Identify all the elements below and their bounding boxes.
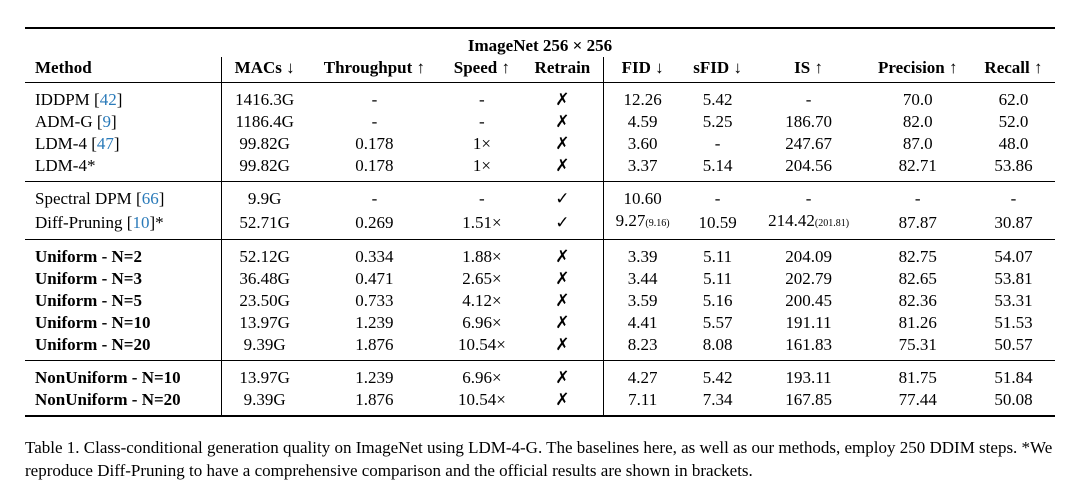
precision-value: 82.71	[898, 156, 937, 175]
cell-precision	[864, 83, 972, 111]
cell-throughput	[307, 210, 441, 240]
sfid-value: 5.14	[702, 156, 733, 175]
method-name: LDM-4*	[35, 156, 96, 175]
cell-method	[25, 361, 222, 389]
table-row	[25, 312, 1055, 334]
cell-retrain	[522, 111, 603, 133]
cell-speed	[441, 334, 522, 361]
recall-value: 53.31	[994, 291, 1033, 310]
recall-value: 52.0	[998, 112, 1029, 131]
cell-fid	[603, 111, 682, 133]
cell-recall	[972, 210, 1055, 240]
cell-recall	[972, 83, 1055, 111]
citation-link[interactable]: 42	[99, 90, 117, 109]
speed-value: 10.54×	[457, 390, 506, 409]
cell-retrain	[522, 182, 603, 210]
method-name: Uniform - N=2	[35, 247, 142, 266]
cell-throughput	[307, 361, 441, 389]
retrain-value: ✗	[555, 269, 570, 288]
cell-precision	[864, 240, 972, 268]
sfid-value: 5.57	[702, 313, 733, 332]
is-value: 186.70	[785, 112, 832, 131]
is-value: 247.67	[785, 134, 832, 153]
cell-fid	[603, 83, 682, 111]
cell-macs	[222, 334, 308, 361]
cell-sfid	[682, 155, 754, 182]
sfid-value: 5.11	[703, 269, 733, 288]
fid-value: 8.23	[627, 335, 658, 354]
fid-value: 7.11	[628, 390, 658, 409]
fid-official-value: (9.16)	[645, 218, 670, 229]
cell-is	[754, 240, 864, 268]
cell-macs	[222, 389, 308, 416]
speed-value: 6.96×	[462, 368, 502, 387]
throughput-value: 1.239	[355, 368, 394, 387]
sfid-value: 5.42	[702, 90, 733, 109]
cell-throughput	[307, 290, 441, 312]
cell-is	[754, 111, 864, 133]
cell-macs	[222, 361, 308, 389]
precision-value: 82.36	[898, 291, 937, 310]
cell-fid	[603, 155, 682, 182]
cell-is	[754, 290, 864, 312]
precision-value: 82.65	[898, 269, 937, 288]
recall-value: 50.57	[994, 335, 1033, 354]
dataset-title: ImageNet 256 × 256	[467, 36, 613, 55]
method-name: Uniform - N=10	[35, 313, 151, 332]
cell-is	[754, 361, 864, 389]
precision-value: 87.87	[898, 212, 937, 232]
throughput-value: -	[371, 90, 378, 109]
retrain-value: ✗	[555, 390, 570, 409]
speed-value: 1×	[472, 156, 491, 175]
retrain-value: ✗	[555, 112, 570, 131]
cell-precision	[864, 210, 972, 240]
cell-retrain	[522, 312, 603, 334]
macs-value: 36.48G	[239, 269, 290, 288]
throughput-value: -	[371, 112, 378, 131]
header-retrain: Retrain	[522, 57, 603, 83]
cell-sfid	[682, 334, 754, 361]
cell-throughput	[307, 312, 441, 334]
table-row	[25, 268, 1055, 290]
macs-value: 52.12G	[239, 247, 290, 266]
speed-value: 1×	[472, 134, 491, 153]
fid-value: 9.27	[615, 211, 646, 230]
recall-value: -	[1010, 189, 1017, 208]
retrain-value: ✗	[555, 247, 570, 266]
cell-retrain	[522, 210, 603, 240]
cell-speed	[441, 290, 522, 312]
is-value: 193.11	[785, 368, 832, 387]
sfid-value: 5.25	[702, 112, 733, 131]
method-name: Spectral DPM	[35, 189, 132, 208]
sfid-value: 5.42	[702, 368, 733, 387]
cell-method	[25, 268, 222, 290]
cell-macs	[222, 290, 308, 312]
cell-sfid	[682, 111, 754, 133]
cell-throughput	[307, 389, 441, 416]
cell-throughput	[307, 268, 441, 290]
method-suffix: *	[155, 212, 164, 232]
cell-macs	[222, 312, 308, 334]
cell-fid	[603, 240, 682, 268]
table-caption: Table 1. Class-conditional generation quality on ImageNet using LDM-4-G. The baselines here, as well as our methods, employ 250 DDIM steps. *We reproduce Diff-Pruning to have a comprehensive comparison and the official results are shown in brackets.	[25, 438, 1053, 480]
cell-precision	[864, 290, 972, 312]
cell-is	[754, 312, 864, 334]
fid-value: 3.59	[627, 291, 658, 310]
cell-retrain	[522, 155, 603, 182]
recall-value: 53.86	[994, 156, 1033, 175]
macs-value: 99.82G	[239, 156, 290, 175]
cell-method: LDM-4 [47]	[25, 133, 222, 155]
fid-value: 4.59	[627, 112, 658, 131]
method-name: NonUniform - N=10	[35, 368, 181, 387]
cell-speed	[441, 155, 522, 182]
table-row	[25, 111, 1055, 133]
cell-fid	[603, 210, 682, 240]
precision-value: 81.75	[898, 368, 937, 387]
cell-sfid	[682, 389, 754, 416]
precision-value: 70.0	[902, 90, 933, 109]
method-name: IDDPM	[35, 90, 90, 109]
table-row	[25, 182, 1055, 210]
cell-method: IDDPM [42]	[25, 83, 222, 111]
precision-value: 82.0	[902, 112, 933, 131]
fid-value: 3.60	[627, 134, 658, 153]
retrain-value: ✗	[555, 368, 570, 387]
cell-speed	[441, 312, 522, 334]
retrain-value: ✗	[555, 291, 570, 310]
cell-method: Spectral DPM [66]	[25, 182, 222, 210]
throughput-value: 0.733	[355, 291, 394, 310]
header-recall: Recall ↑	[984, 58, 1043, 77]
retrain-value: ✗	[555, 313, 570, 332]
throughput-value: 1.239	[355, 313, 394, 332]
retrain-value: ✗	[555, 90, 570, 109]
cell-macs	[222, 111, 308, 133]
is-value: -	[805, 189, 812, 208]
cell-recall	[972, 334, 1055, 361]
is-official-value: (201.81)	[814, 218, 850, 229]
cell-retrain	[522, 361, 603, 389]
macs-value: 9.39G	[243, 390, 286, 409]
cell-fid	[603, 389, 682, 416]
header-row	[25, 57, 1055, 83]
cell-macs	[222, 155, 308, 182]
macs-value: 23.50G	[239, 291, 290, 310]
bottom-rule	[25, 416, 1055, 417]
fid-value: 3.44	[627, 269, 658, 288]
table-row	[25, 290, 1055, 312]
cell-recall	[972, 133, 1055, 155]
citation-link[interactable]: 66	[141, 189, 159, 208]
header-method: Method	[25, 57, 222, 83]
sfid-value: 10.59	[698, 212, 737, 232]
sfid-value: -	[714, 134, 721, 153]
cell-retrain	[522, 240, 603, 268]
cell-fid	[603, 361, 682, 389]
cell-precision	[864, 361, 972, 389]
speed-value: 4.12×	[462, 291, 502, 310]
macs-value: 1186.4G	[235, 112, 294, 131]
macs-value: 1416.3G	[235, 90, 295, 109]
is-value: 202.79	[785, 269, 832, 288]
macs-value: 9.9G	[247, 189, 282, 208]
cell-method: Diff-Pruning [10]*	[25, 210, 222, 240]
header-sfid: sFID ↓	[693, 58, 742, 77]
cell-is	[754, 182, 864, 210]
cell-fid	[603, 133, 682, 155]
speed-value: 6.96×	[462, 313, 502, 332]
cell-macs	[222, 83, 308, 111]
results-table	[25, 27, 1055, 417]
cell-speed	[441, 361, 522, 389]
is-value: 161.83	[785, 335, 832, 354]
throughput-value: 1.876	[355, 390, 394, 409]
cell-precision	[864, 155, 972, 182]
fid-value: 3.37	[627, 156, 658, 175]
sfid-value: 5.11	[703, 247, 733, 266]
table-body	[25, 83, 1055, 418]
speed-value: -	[479, 189, 485, 208]
is-value: -	[805, 90, 812, 109]
retrain-value: ✓	[555, 189, 570, 208]
cell-is	[754, 83, 864, 111]
speed-value: 1.88×	[462, 247, 502, 266]
cell-recall	[972, 111, 1055, 133]
table-row	[25, 83, 1055, 111]
cell-precision	[864, 111, 972, 133]
recall-value: 51.53	[994, 313, 1033, 332]
cell-is	[754, 210, 864, 240]
cell-precision	[864, 312, 972, 334]
cell-throughput	[307, 182, 441, 210]
sfid-value: 8.08	[702, 335, 733, 354]
precision-value: 75.31	[898, 335, 937, 354]
cell-fid	[603, 182, 682, 210]
cell-is	[754, 389, 864, 416]
table-row	[25, 361, 1055, 389]
recall-value: 51.84	[994, 368, 1033, 387]
table-row	[25, 240, 1055, 268]
recall-value: 62.0	[998, 90, 1029, 109]
cell-speed	[441, 389, 522, 416]
cell-sfid	[682, 361, 754, 389]
cell-method	[25, 290, 222, 312]
cell-retrain	[522, 83, 603, 111]
speed-value: 1.51×	[462, 212, 502, 232]
cell-macs	[222, 182, 308, 210]
cell-precision	[864, 182, 972, 210]
cell-method	[25, 389, 222, 416]
citation-link[interactable]: 47	[96, 134, 114, 153]
fid-value: 3.39	[627, 247, 658, 266]
header-macs: MACs ↓	[234, 58, 295, 77]
cell-speed	[441, 240, 522, 268]
cell-precision	[864, 268, 972, 290]
cell-recall	[972, 389, 1055, 416]
speed-value: -	[479, 112, 485, 131]
citation-link[interactable]: 9	[102, 112, 112, 131]
retrain-value: ✗	[555, 335, 570, 354]
cell-throughput	[307, 111, 441, 133]
macs-value: 99.82G	[239, 134, 290, 153]
cell-precision	[864, 133, 972, 155]
cell-fid	[603, 334, 682, 361]
sfid-value: 7.34	[702, 390, 733, 409]
cell-throughput	[307, 155, 441, 182]
recall-value: 50.08	[994, 390, 1033, 409]
fid-value: 10.60	[623, 189, 662, 208]
cell-fid	[603, 268, 682, 290]
is-value: 191.11	[785, 313, 832, 332]
cell-recall	[972, 155, 1055, 182]
cell-method	[25, 312, 222, 334]
cell-macs	[222, 210, 308, 240]
cell-is	[754, 133, 864, 155]
table-row	[25, 210, 1055, 240]
cell-is	[754, 268, 864, 290]
cell-method: ADM-G [9]	[25, 111, 222, 133]
method-name: Uniform - N=5	[35, 291, 142, 310]
cell-throughput	[307, 83, 441, 111]
citation-link[interactable]: 10	[132, 212, 150, 232]
cell-sfid	[682, 182, 754, 210]
cell-recall	[972, 182, 1055, 210]
throughput-value: 0.178	[355, 134, 394, 153]
cell-fid	[603, 290, 682, 312]
cell-speed	[441, 268, 522, 290]
cell-recall	[972, 240, 1055, 268]
cell-throughput	[307, 334, 441, 361]
cell-retrain	[522, 133, 603, 155]
cell-sfid	[682, 268, 754, 290]
cell-recall	[972, 290, 1055, 312]
header-fid: FID ↓	[621, 58, 664, 77]
speed-value: 10.54×	[457, 335, 506, 354]
cell-sfid	[682, 210, 754, 240]
cell-precision	[864, 389, 972, 416]
cell-macs	[222, 133, 308, 155]
precision-value: 77.44	[898, 390, 937, 409]
is-value: 204.09	[785, 247, 832, 266]
is-value: 200.45	[785, 291, 832, 310]
table-row	[25, 389, 1055, 416]
cell-fid	[603, 312, 682, 334]
cell-throughput	[307, 133, 441, 155]
is-value: 204.56	[785, 156, 832, 175]
cell-speed	[441, 111, 522, 133]
cell-retrain	[522, 334, 603, 361]
table-row	[25, 155, 1055, 182]
cell-sfid	[682, 312, 754, 334]
is-value: 167.85	[785, 390, 832, 409]
cell-is	[754, 334, 864, 361]
cell-sfid	[682, 83, 754, 111]
throughput-value: -	[371, 189, 378, 208]
macs-value: 9.39G	[243, 335, 286, 354]
header-is: IS ↑	[794, 58, 823, 77]
sfid-value: 5.16	[702, 291, 733, 310]
retrain-value: ✓	[555, 212, 570, 232]
cell-is	[754, 155, 864, 182]
rule-line	[25, 416, 1055, 417]
cell-recall	[972, 268, 1055, 290]
method-name: Uniform - N=20	[35, 335, 151, 354]
recall-value: 53.81	[994, 269, 1033, 288]
method-name: LDM-4	[35, 134, 87, 153]
recall-value: 30.87	[994, 212, 1033, 232]
macs-value: 52.71G	[239, 212, 290, 232]
throughput-value: 1.876	[355, 335, 394, 354]
cell-sfid	[682, 290, 754, 312]
retrain-value: ✗	[555, 156, 570, 175]
cell-throughput	[307, 240, 441, 268]
header-precision: Precision ↑	[878, 58, 958, 77]
speed-value: 2.65×	[462, 269, 502, 288]
throughput-value: 0.178	[355, 156, 394, 175]
method-name: Diff-Pruning	[35, 212, 123, 232]
cell-macs	[222, 268, 308, 290]
precision-value: -	[914, 189, 921, 208]
cell-retrain	[522, 290, 603, 312]
precision-value: 81.26	[898, 313, 937, 332]
cell-sfid	[682, 240, 754, 268]
header-speed: Speed ↑	[453, 58, 510, 77]
sfid-value: -	[714, 189, 721, 208]
cell-precision	[864, 334, 972, 361]
cell-retrain	[522, 268, 603, 290]
throughput-value: 0.269	[355, 212, 394, 232]
cell-sfid	[682, 133, 754, 155]
cell-recall	[972, 361, 1055, 389]
cell-method	[25, 334, 222, 361]
table-row	[25, 133, 1055, 155]
is-value: 214.42	[768, 211, 815, 230]
header-throughput: Throughput ↑	[323, 58, 426, 77]
table-row	[25, 334, 1055, 361]
speed-value: -	[479, 90, 485, 109]
cell-retrain	[522, 389, 603, 416]
fid-value: 4.41	[627, 313, 658, 332]
cell-recall	[972, 312, 1055, 334]
method-name: ADM-G	[35, 112, 93, 131]
precision-value: 82.75	[898, 247, 937, 266]
retrain-value: ✗	[555, 134, 570, 153]
precision-value: 87.0	[902, 134, 933, 153]
cell-macs	[222, 240, 308, 268]
macs-value: 13.97G	[239, 368, 290, 387]
macs-value: 13.97G	[239, 313, 290, 332]
cell-speed	[441, 83, 522, 111]
cell-speed	[441, 182, 522, 210]
cell-speed	[441, 210, 522, 240]
method-name: Uniform - N=3	[35, 269, 142, 288]
throughput-value: 0.471	[355, 269, 394, 288]
throughput-value: 0.334	[355, 247, 394, 266]
cell-method	[25, 240, 222, 268]
fid-value: 4.27	[627, 368, 658, 387]
cell-speed	[441, 133, 522, 155]
method-name: NonUniform - N=20	[35, 390, 181, 409]
recall-value: 48.0	[998, 134, 1029, 153]
fid-value: 12.26	[623, 90, 662, 109]
recall-value: 54.07	[994, 247, 1033, 266]
cell-method	[25, 155, 222, 182]
